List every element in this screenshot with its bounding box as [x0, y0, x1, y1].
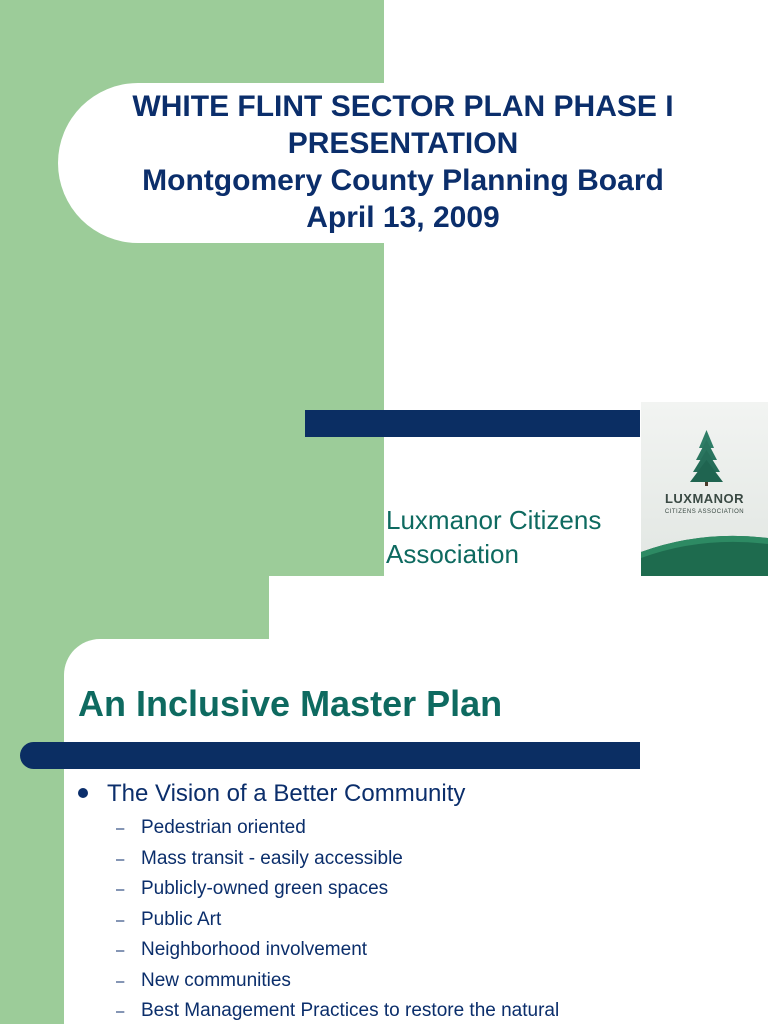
list-item-text: Neighborhood involvement	[141, 939, 368, 960]
dash-icon: –	[116, 850, 125, 868]
divider-bar	[305, 410, 640, 437]
dash-icon: –	[116, 911, 125, 929]
list-item-text: Publicly-owned green spaces	[141, 878, 389, 899]
dash-icon: –	[116, 881, 125, 898]
bullet-text: The Vision of a Better Community	[107, 780, 466, 807]
list-item	[116, 936, 559, 967]
list-item	[116, 875, 559, 906]
dash-icon: –	[116, 972, 125, 990]
list-item	[116, 845, 559, 876]
bullet-item	[78, 779, 465, 809]
sub-bullet-list	[116, 814, 559, 1024]
title-line: WHITE FLINT SECTOR PLAN PHASE I	[132, 90, 674, 123]
dash-icon: –	[116, 820, 125, 837]
list-item	[116, 997, 559, 1024]
slide-2	[0, 576, 768, 1024]
list-item	[116, 967, 559, 998]
logo-subtext: CITIZENS ASSOCIATION	[664, 509, 745, 515]
list-item-text: Mass transit - easily accessible	[141, 847, 403, 869]
list-item-text: Pedestrian oriented	[141, 817, 306, 838]
logo-name: LUXMANOR	[664, 491, 745, 506]
pine-tree-icon	[641, 402, 768, 576]
list-item	[116, 814, 559, 845]
slide-subtitle	[386, 503, 641, 571]
subtitle-line: Association	[386, 539, 519, 569]
list-item-text: Best Management Practices to restore the natural	[141, 1000, 560, 1021]
slide-title	[80, 88, 726, 236]
luxmanor-logo	[641, 402, 768, 576]
list-item-text: New communities	[141, 969, 291, 991]
dash-icon: –	[116, 942, 125, 959]
title-line: PRESENTATION	[287, 127, 519, 160]
bullet-dot-icon	[78, 788, 88, 798]
title-line: April 13, 2009	[306, 201, 500, 234]
dash-icon: –	[116, 1003, 125, 1020]
title-line: Montgomery County Planning Board	[142, 164, 664, 197]
slide-title: An Inclusive Master Plan	[78, 683, 503, 724]
subtitle-line: Luxmanor Citizens	[386, 505, 602, 535]
divider-bar	[20, 742, 640, 769]
list-item-text: Public Art	[141, 908, 222, 930]
list-item	[116, 906, 559, 937]
